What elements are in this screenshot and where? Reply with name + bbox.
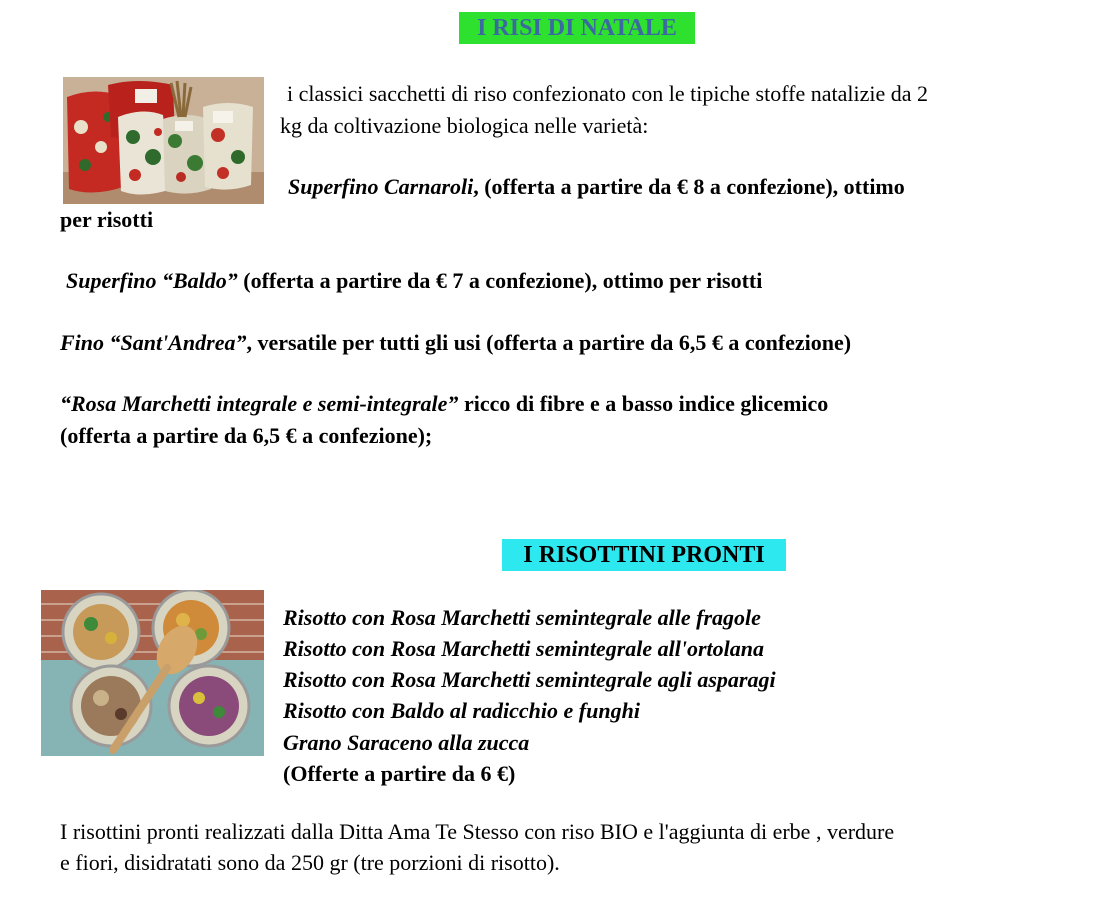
rice-item-rosa-marchetti [60, 388, 828, 419]
rice-item-sant-andrea [60, 327, 851, 358]
risotto-item: Grano Saraceno alla zucca [283, 730, 530, 755]
rice-item-carnaroli [288, 171, 905, 202]
risotto-item: Risotto con Baldo al radicchio e funghi [283, 698, 640, 723]
rice-item-name: Fino “Sant'Andrea” [60, 330, 247, 355]
intro-text-line1: i classici sacchetti di riso confezionato con le tipiche stoffe natalizie da 2 [287, 81, 929, 106]
rice-item-details: , (offerta a partire da € 8 a confezione), ottimo [473, 174, 905, 199]
risotto-jars-photo-icon [41, 590, 264, 756]
description-line1: I risottini pronti realizzati dalla Ditta Ama Te Stesso con riso BIO e l'aggiunta di erbe , verdure [60, 819, 895, 844]
rice-item-name: Superfino Carnaroli [288, 174, 474, 199]
rice-item-baldo [66, 265, 762, 296]
section-title-risottini-pronti: I RISOTTINI PRONTI [502, 539, 786, 571]
rice-item-details: , versatile per tutti gli usi (offerta a partire da 6,5 € a confezione) [246, 330, 852, 355]
rice-item-name: Superfino “Baldo” [66, 268, 238, 293]
risotto-item: Risotto con Rosa Marchetti semintegrale alle fragole [283, 605, 761, 630]
description-line2: e fiori, disidratati sono da 250 gr (tre porzioni di risotto). [60, 850, 560, 875]
rice-item-name: “Rosa Marchetti integrale e semi-integrale” [60, 391, 459, 416]
risotto-item: Risotto con Rosa Marchetti semintegrale all'ortolana [283, 636, 764, 661]
rice-item-details: (offerta a partire da € 7 a confezione), ottimo per risotti [237, 268, 763, 293]
rice-bags-photo-icon [63, 77, 264, 204]
rice-item-details: ricco di fibre e a basso indice glicemico [458, 391, 829, 416]
section-title-risi-di-natale: I RISI DI NATALE [459, 12, 695, 44]
rice-item-rosa-marchetti-continued: (offerta a partire da 6,5 € a confezione); [60, 423, 433, 448]
risotto-offer: (Offerte a partire da 6 €) [283, 761, 516, 786]
risotto-item: Risotto con Rosa Marchetti semintegrale agli asparagi [283, 667, 776, 692]
rice-item-carnaroli-continued: per risotti [60, 207, 154, 232]
intro-text-line2: kg da coltivazione biologica nelle varietà: [280, 113, 649, 138]
